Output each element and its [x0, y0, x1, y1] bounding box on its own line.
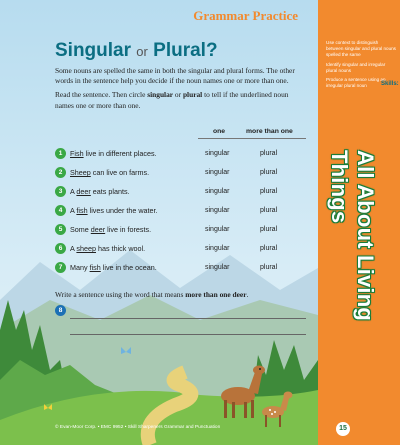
header-label: Grammar Practice — [193, 8, 298, 23]
page-title — [55, 40, 218, 62]
instructions — [55, 66, 305, 115]
choice-plural[interactable]: plural — [260, 264, 278, 271]
exercise-row — [55, 220, 310, 239]
skill-item: Use context to distinguish between singular and plural nouns spelled the same — [326, 40, 396, 58]
sentence: Sheep can live on farms. — [70, 168, 150, 177]
choice-singular[interactable]: singular — [205, 169, 230, 176]
choice-plural[interactable]: plural — [260, 188, 278, 195]
skill-item: Identify singular and irregular plural nouns — [326, 61, 386, 73]
column-divider — [198, 138, 306, 139]
underlined-noun: Sheep — [70, 168, 91, 177]
intro-paragraph: Some nouns are spelled the same in both the singular and plural forms. The other words in the sentence help you decide if the noun names one or more than one. — [55, 66, 295, 86]
item-number-8: 8 — [55, 305, 66, 316]
item-number: 2 — [55, 167, 66, 178]
exercise-row — [55, 144, 310, 163]
underlined-noun: fish — [76, 206, 88, 215]
title-singular: Singular — [55, 40, 132, 61]
choice-plural[interactable]: plural — [260, 207, 278, 214]
skill-item: Produce a sentence using an irregular plural noun — [326, 76, 386, 89]
column-header-more: more than one — [246, 128, 293, 135]
choice-singular[interactable]: singular — [205, 207, 230, 214]
write-prompt: Write a sentence using the word that means more than one deer. — [55, 290, 249, 299]
choice-singular[interactable]: singular — [205, 188, 230, 195]
skills-title: Skills: — [381, 81, 399, 87]
answer-line[interactable] — [70, 334, 306, 335]
choice-singular[interactable]: singular — [205, 150, 230, 157]
item-number: 5 — [55, 224, 66, 235]
footer-copyright: © Evan-Moor Corp. • EMC 9952 • Skill Sharpeners Grammar and Punctuation — [55, 425, 221, 430]
skills-box — [326, 40, 399, 92]
sentence: A sheep has thick wool. — [70, 244, 146, 253]
answer-line[interactable] — [70, 318, 306, 319]
directions-paragraph: Read the sentence. Then circle singular or plural to tell if the underlined noun names one or more than one. — [55, 90, 289, 110]
choice-singular[interactable]: singular — [205, 264, 230, 271]
item-number: 1 — [55, 148, 66, 159]
item-number: 6 — [55, 243, 66, 254]
choice-plural[interactable]: plural — [260, 150, 278, 157]
unit-title: All About Living Things — [327, 150, 378, 322]
underlined-noun: Fish — [70, 149, 84, 158]
sentence: Some deer live in forests. — [70, 225, 152, 234]
underlined-noun: fish — [89, 263, 101, 272]
underlined-noun: sheep — [76, 244, 96, 253]
page-number: 15 — [336, 422, 350, 436]
choice-singular[interactable]: singular — [205, 245, 230, 252]
exercise-row — [55, 239, 310, 258]
choice-plural[interactable]: plural — [260, 226, 278, 233]
exercise-row — [55, 182, 310, 201]
title-or: or — [136, 44, 148, 59]
column-header-one: one — [213, 128, 226, 135]
choice-plural[interactable]: plural — [260, 169, 278, 176]
underlined-noun: deer — [90, 225, 106, 234]
choice-plural[interactable]: plural — [260, 245, 278, 252]
exercise-row — [55, 258, 310, 277]
choice-singular[interactable]: singular — [205, 226, 230, 233]
item-number: 7 — [55, 262, 66, 273]
title-plural: Plural? — [153, 40, 218, 61]
exercise-row — [55, 163, 310, 182]
sentence: A deer eats plants. — [70, 187, 130, 196]
item-number: 3 — [55, 186, 66, 197]
sentence: Many fish live in the ocean. — [70, 263, 157, 272]
sentence: Fish live in different places. — [70, 149, 157, 158]
exercise-list — [55, 144, 310, 277]
item-number: 4 — [55, 205, 66, 216]
sentence: A fish lives under the water. — [70, 206, 158, 215]
underlined-noun: deer — [76, 187, 91, 196]
exercise-row — [55, 201, 310, 220]
